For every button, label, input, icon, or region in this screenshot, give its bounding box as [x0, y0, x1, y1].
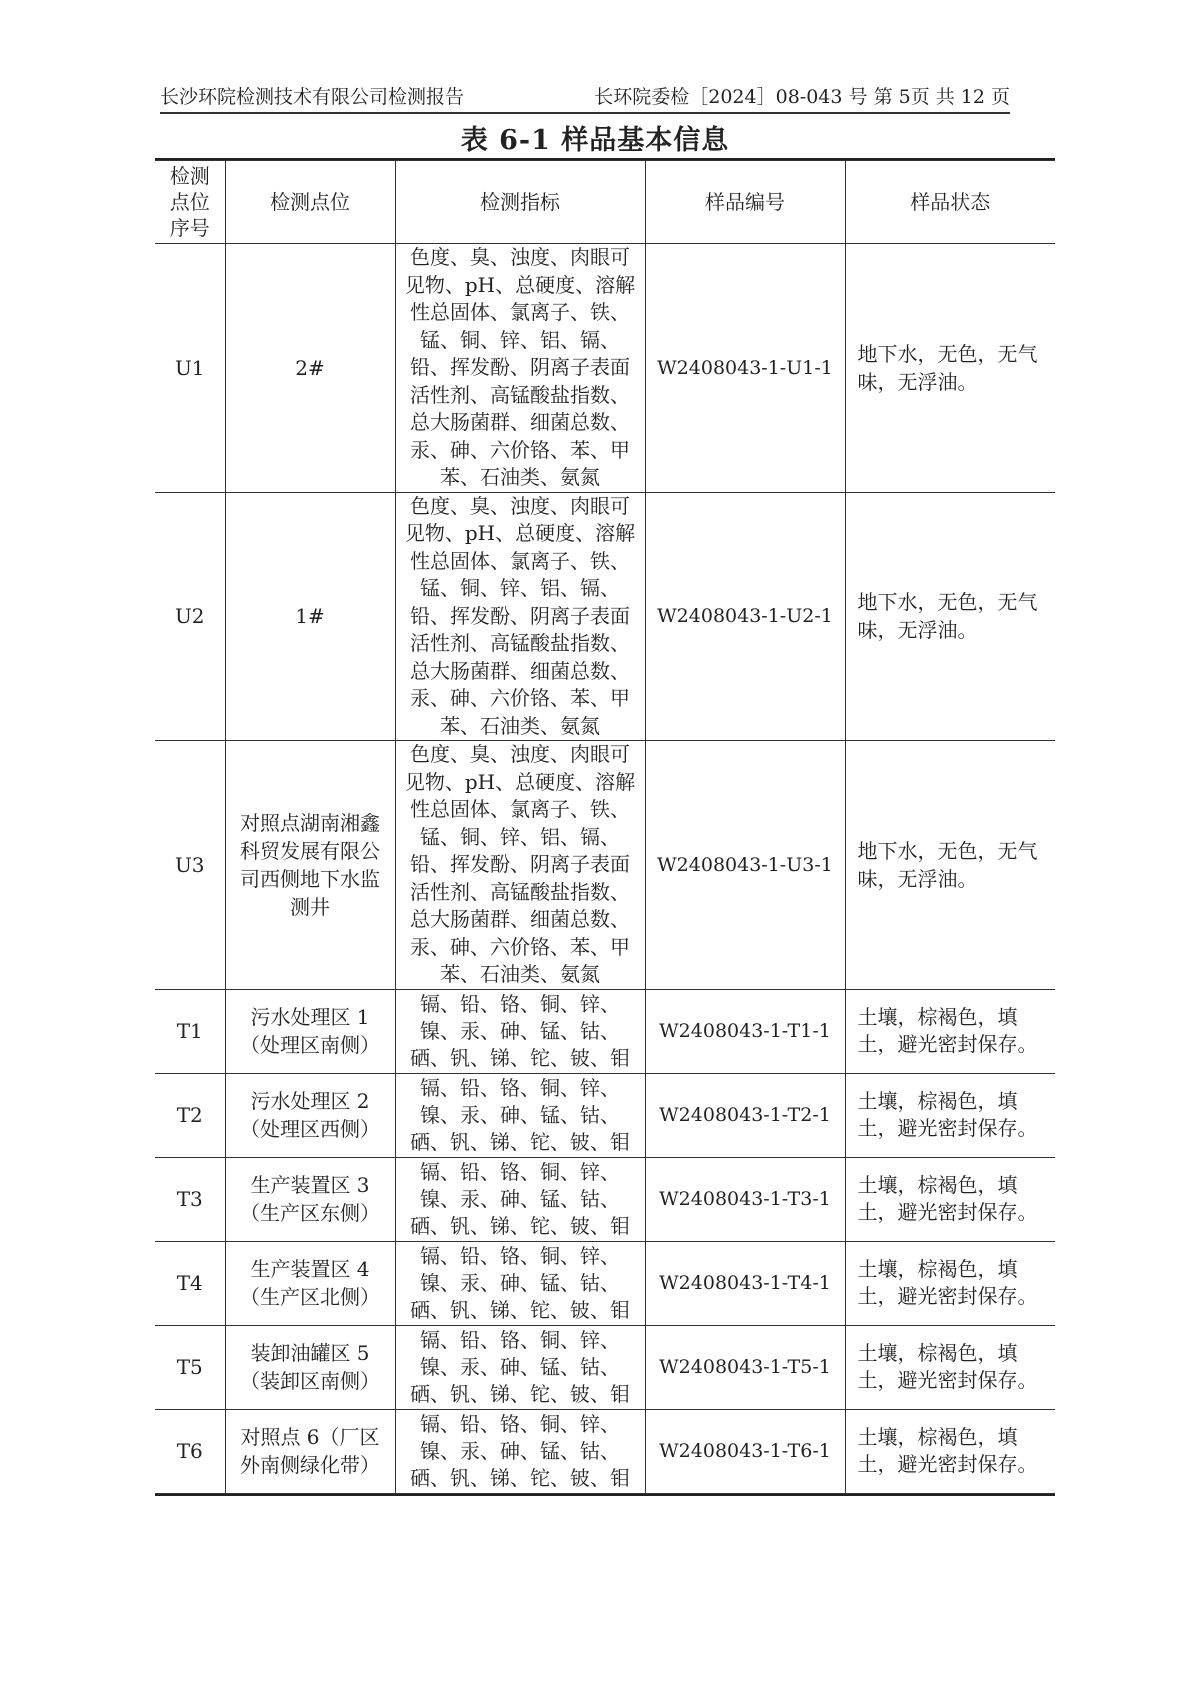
table-header-row — [155, 161, 1055, 244]
indicators-cell: 镉、铅、铬、铜、锌、镍、汞、砷、锰、钴、硒、钒、锑、铊、铍、钼 — [395, 1325, 645, 1409]
sample-no-cell: W2408043-1-T1-1 — [645, 989, 845, 1073]
point-id-cell: U2 — [155, 492, 225, 741]
location-cell: 装卸油罐区 5（装卸区南侧） — [225, 1325, 395, 1409]
page-number: 第 5页 共 12 页 — [873, 86, 1010, 108]
indicators-cell: 色度、臭、浊度、肉眼可见物、pH、总硬度、溶解性总固体、氯离子、铁、锰、铜、锌、铝、镉、铅、挥发酚、阴离子表面活性剂、高锰酸盐指数、总大肠菌群、细菌总数、汞、砷、六价铬、苯、甲苯、石油类、氨氮 — [395, 492, 645, 741]
location-cell: 1# — [225, 492, 395, 741]
table-row — [155, 1241, 1055, 1325]
sample-info-table — [155, 160, 1055, 1494]
header-indicators: 检测指标 — [395, 161, 645, 244]
indicators-cell: 镉、铅、铬、铜、锌、镍、汞、砷、锰、钴、硒、钒、锑、铊、铍、钼 — [395, 1241, 645, 1325]
point-id-cell: U3 — [155, 741, 225, 990]
status-cell: 土壤，棕褐色，填土，避光密封保存。 — [845, 989, 1055, 1073]
indicators-cell: 镉、铅、铬、铜、锌、镍、汞、砷、锰、钴、硒、钒、锑、铊、铍、钼 — [395, 1073, 645, 1157]
table-title: 表 6-1 样品基本信息 — [460, 125, 730, 156]
sample-no-cell: W2408043-1-T6-1 — [645, 1409, 845, 1493]
sample-info-table-wrap — [155, 158, 1055, 1496]
sample-no-cell: W2408043-1-U3-1 — [645, 741, 845, 990]
header-point-id: 检测点位序号 — [155, 161, 225, 244]
status-cell: 土壤，棕褐色，填土，避光密封保存。 — [845, 1241, 1055, 1325]
sample-no-cell: W2408043-1-U2-1 — [645, 492, 845, 741]
location-cell: 生产装置区 3（生产区东侧） — [225, 1157, 395, 1241]
status-cell: 地下水，无色，无气味，无浮油。 — [845, 741, 1055, 990]
header-location: 检测点位 — [225, 161, 395, 244]
point-id-cell: U1 — [155, 244, 225, 493]
company-name: 长沙环院检测技术有限公司检测报告 — [160, 86, 465, 108]
page-header — [160, 82, 1010, 114]
status-cell: 土壤，棕褐色，填土，避光密封保存。 — [845, 1325, 1055, 1409]
location-cell: 生产装置区 4（生产区北侧） — [225, 1241, 395, 1325]
table-row — [155, 1073, 1055, 1157]
location-cell: 污水处理区 1（处理区南侧） — [225, 989, 395, 1073]
location-cell: 污水处理区 2（处理区西侧） — [225, 1073, 395, 1157]
point-id-cell: T6 — [155, 1409, 225, 1493]
indicators-cell: 镉、铅、铬、铜、锌、镍、汞、砷、锰、钴、硒、钒、锑、铊、铍、钼 — [395, 1157, 645, 1241]
sample-no-cell: W2408043-1-U1-1 — [645, 244, 845, 493]
header-right — [594, 82, 1010, 109]
point-id-cell: T3 — [155, 1157, 225, 1241]
status-cell: 地下水，无色，无气味，无浮油。 — [845, 492, 1055, 741]
report-number: 长环院委检［2024］08-043 号 — [594, 86, 868, 108]
indicators-cell: 镉、铅、铬、铜、锌、镍、汞、砷、锰、钴、硒、钒、锑、铊、铍、钼 — [395, 1409, 645, 1493]
sample-no-cell: W2408043-1-T2-1 — [645, 1073, 845, 1157]
location-cell: 2# — [225, 244, 395, 493]
location-cell: 对照点湖南湘鑫科贸发展有限公司西侧地下水监测井 — [225, 741, 395, 990]
table-row — [155, 741, 1055, 990]
point-id-cell: T1 — [155, 989, 225, 1073]
point-id-cell: T4 — [155, 1241, 225, 1325]
sample-no-cell: W2408043-1-T5-1 — [645, 1325, 845, 1409]
header-sample-no: 样品编号 — [645, 161, 845, 244]
status-cell: 土壤，棕褐色，填土，避光密封保存。 — [845, 1409, 1055, 1493]
table-row — [155, 244, 1055, 493]
status-cell: 土壤，棕褐色，填土，避光密封保存。 — [845, 1157, 1055, 1241]
indicators-cell: 镉、铅、铬、铜、锌、镍、汞、砷、锰、钴、硒、钒、锑、铊、铍、钼 — [395, 989, 645, 1073]
point-id-cell: T5 — [155, 1325, 225, 1409]
sample-no-cell: W2408043-1-T4-1 — [645, 1241, 845, 1325]
table-row — [155, 989, 1055, 1073]
indicators-cell: 色度、臭、浊度、肉眼可见物、pH、总硬度、溶解性总固体、氯离子、铁、锰、铜、锌、铝、镉、铅、挥发酚、阴离子表面活性剂、高锰酸盐指数、总大肠菌群、细菌总数、汞、砷、六价铬、苯、甲苯、石油类、氨氮 — [395, 741, 645, 990]
table-row — [155, 492, 1055, 741]
sample-no-cell: W2408043-1-T3-1 — [645, 1157, 845, 1241]
table-row — [155, 1409, 1055, 1493]
status-cell: 土壤，棕褐色，填土，避光密封保存。 — [845, 1073, 1055, 1157]
status-cell: 地下水，无色，无气味，无浮油。 — [845, 244, 1055, 493]
point-id-cell: T2 — [155, 1073, 225, 1157]
table-row — [155, 1325, 1055, 1409]
table-row — [155, 1157, 1055, 1241]
header-status: 样品状态 — [845, 161, 1055, 244]
indicators-cell: 色度、臭、浊度、肉眼可见物、pH、总硬度、溶解性总固体、氯离子、铁、锰、铜、锌、铝、镉、铅、挥发酚、阴离子表面活性剂、高锰酸盐指数、总大肠菌群、细菌总数、汞、砷、六价铬、苯、甲苯、石油类、氨氮 — [395, 244, 645, 493]
location-cell: 对照点 6（厂区外南侧绿化带） — [225, 1409, 395, 1493]
